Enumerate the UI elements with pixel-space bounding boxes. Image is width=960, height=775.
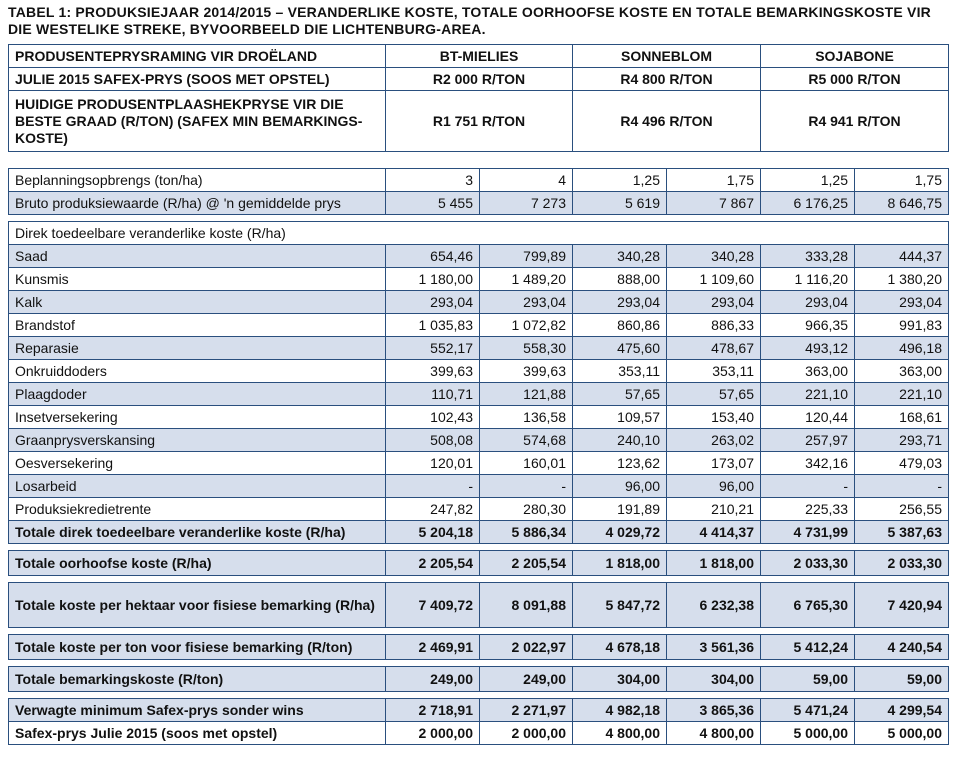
value-cell: 168,61 [855,406,949,429]
header-row-farmgate [9,91,949,152]
value-cell: 1 818,00 [667,551,761,576]
value-cell: 991,83 [855,314,949,337]
table-row [9,475,949,498]
row-label: Insetversekering [9,406,386,429]
value-cell: 5 000,00 [761,722,855,745]
header-table [8,44,949,152]
value-cell: 6 232,38 [667,583,761,628]
value-cell: 293,04 [573,291,667,314]
value-cell: - [386,475,480,498]
value-cell: 1 072,82 [480,314,573,337]
value-cell: - [855,475,949,498]
value-cell: 4 [480,169,573,192]
value-cell: 2 022,97 [480,635,573,660]
value-cell: 221,10 [855,383,949,406]
value-cell: 493,12 [761,337,855,360]
section-label: Direk toedeelbare veranderlike koste (R/ha) [9,222,949,245]
value-cell: 257,97 [761,429,855,452]
table-row [9,722,949,745]
value-cell: 109,57 [573,406,667,429]
value-cell: 293,04 [667,291,761,314]
value-cell: 7 273 [480,192,573,215]
value-cell: 7 409,72 [386,583,480,628]
row-label: Oesversekering [9,452,386,475]
row-label: Plaagdoder [9,383,386,406]
value-cell: 123,62 [573,452,667,475]
value-cell: 363,00 [761,360,855,383]
table-row [9,551,949,576]
value-cell: 399,63 [386,360,480,383]
value-cell: - [761,475,855,498]
value-cell: 496,18 [855,337,949,360]
value-cell: 136,58 [480,406,573,429]
table-row [9,383,949,406]
value-cell: 4 800,00 [667,722,761,745]
header-row-safex [9,68,949,91]
value-cell: 5 886,34 [480,521,573,544]
header-cell: R5 000 R/TON [761,68,949,91]
value-cell: 59,00 [855,667,949,692]
value-cell: 4 731,99 [761,521,855,544]
value-cell: 7 867 [667,192,761,215]
value-cell: 3 865,36 [667,699,761,722]
value-cell: 225,33 [761,498,855,521]
row-label: Totale oorhoofse koste (R/ha) [9,551,386,576]
value-cell: 1 035,83 [386,314,480,337]
value-cell: 304,00 [573,667,667,692]
table-row [9,337,949,360]
value-cell: 4 240,54 [855,635,949,660]
row-spacer [9,660,949,667]
value-cell: 475,60 [573,337,667,360]
value-cell: 191,89 [573,498,667,521]
row-label: Produksiekredietrente [9,498,386,521]
value-cell: 1 380,20 [855,268,949,291]
value-cell: 120,44 [761,406,855,429]
value-cell: 1,75 [667,169,761,192]
value-cell: 263,02 [667,429,761,452]
value-cell: 340,28 [667,245,761,268]
table-row [9,521,949,544]
value-cell: 57,65 [667,383,761,406]
value-cell: 1,75 [855,169,949,192]
value-cell: 478,67 [667,337,761,360]
row-label: Totale koste per hektaar voor fisiese bemarking (R/ha) [9,583,386,628]
row-spacer [9,628,949,635]
table-row [9,360,949,383]
value-cell: 399,63 [480,360,573,383]
table-row [9,452,949,475]
value-cell: 353,11 [667,360,761,383]
value-cell: 8 646,75 [855,192,949,215]
value-cell: 4 678,18 [573,635,667,660]
value-cell: 8 091,88 [480,583,573,628]
table-row [9,583,949,628]
value-cell: 353,11 [573,360,667,383]
row-label: Kunsmis [9,268,386,291]
value-cell: 57,65 [573,383,667,406]
value-cell: 5 000,00 [855,722,949,745]
table-row [9,667,949,692]
header-row-crops [9,45,949,68]
value-cell: 966,35 [761,314,855,337]
value-cell: 2 033,30 [855,551,949,576]
row-label: Totale direk toedeelbare veranderlike koste (R/ha) [9,521,386,544]
value-cell: 5 619 [573,192,667,215]
header-cell: R2 000 R/TON [386,68,573,91]
value-cell: 121,88 [480,383,573,406]
row-label: Brandstof [9,314,386,337]
value-cell: 552,17 [386,337,480,360]
spacer-cell [9,692,949,699]
value-cell: 508,08 [386,429,480,452]
value-cell: 4 982,18 [573,699,667,722]
value-cell: 6 765,30 [761,583,855,628]
value-cell: 96,00 [573,475,667,498]
header-cell: HUIDIGE PRODUSENTPLAASHEKPRYSE VIR DIE BESTE GRAAD (R/TON) (SAFEX MIN BEMARKINGS-KOSTE) [9,91,386,152]
row-label: Verwagte minimum Safex-prys sonder wins [9,699,386,722]
section-label-row [9,222,949,245]
row-label: Saad [9,245,386,268]
table-caption: TABEL 1: PRODUKSIEJAAR 2014/2015 – VERANDERLIKE KOSTE, TOTALE OORHOOFSE KOSTE EN TOTALE BEMARKINGSKOSTE VIR DIE WESTELIKE STREKE, BYVOORBEELD DIE LICHTENBURG-AREA. [8,4,931,37]
value-cell: 886,33 [667,314,761,337]
value-cell: 5 387,63 [855,521,949,544]
table-row [9,699,949,722]
value-cell: 1 116,20 [761,268,855,291]
value-cell: 210,21 [667,498,761,521]
value-cell: 3 561,36 [667,635,761,660]
value-cell: 249,00 [480,667,573,692]
value-cell: 799,89 [480,245,573,268]
row-label: Reparasie [9,337,386,360]
value-cell: 4 414,37 [667,521,761,544]
value-cell: 3 [386,169,480,192]
value-cell: 256,55 [855,498,949,521]
value-cell: 5 471,24 [761,699,855,722]
value-cell: 342,16 [761,452,855,475]
row-label: Safex-prys Julie 2015 (soos met opstel) [9,722,386,745]
value-cell: 363,00 [855,360,949,383]
value-cell: 304,00 [667,667,761,692]
value-cell: 1,25 [573,169,667,192]
spacer-cell [9,628,949,635]
value-cell: 247,82 [386,498,480,521]
header-cell: SOJABONE [761,45,949,68]
value-cell: 1 180,00 [386,268,480,291]
row-label: Totale bemarkingskoste (R/ton) [9,667,386,692]
value-cell: 2 000,00 [386,722,480,745]
table-row [9,268,949,291]
value-cell: 293,04 [761,291,855,314]
row-label: Kalk [9,291,386,314]
value-cell: 2 718,91 [386,699,480,722]
value-cell: 340,28 [573,245,667,268]
cost-table-body [9,169,949,745]
table-row [9,291,949,314]
spacer-cell [9,576,949,583]
value-cell: 102,43 [386,406,480,429]
value-cell: 1 109,60 [667,268,761,291]
cost-table [8,168,949,745]
value-cell: 153,40 [667,406,761,429]
row-label: Totale koste per ton voor fisiese bemarking (R/ton) [9,635,386,660]
header-cell: JULIE 2015 SAFEX-PRYS (SOOS MET OPSTEL) [9,68,386,91]
value-cell: 444,37 [855,245,949,268]
value-cell: 2 469,91 [386,635,480,660]
header-cell: BT-MIELIES [386,45,573,68]
value-cell: 120,01 [386,452,480,475]
value-cell: 6 176,25 [761,192,855,215]
value-cell: 240,10 [573,429,667,452]
value-cell: 2 271,97 [480,699,573,722]
spacer-cell [9,544,949,551]
header-cell: R4 800 R/TON [573,68,761,91]
row-label: Graanprysverskansing [9,429,386,452]
value-cell: 2 000,00 [480,722,573,745]
value-cell: 333,28 [761,245,855,268]
row-label: Bruto produksiewaarde (R/ha) @ 'n gemiddelde prys [9,192,386,215]
value-cell: 558,30 [480,337,573,360]
row-spacer [9,576,949,583]
value-cell: 5 204,18 [386,521,480,544]
header-cell: R4 496 R/TON [573,91,761,152]
table-row [9,314,949,337]
table-row [9,635,949,660]
value-cell: 280,30 [480,498,573,521]
row-spacer [9,692,949,699]
table-row [9,245,949,268]
value-cell: 4 029,72 [573,521,667,544]
value-cell: 293,04 [855,291,949,314]
value-cell: 1,25 [761,169,855,192]
value-cell: 574,68 [480,429,573,452]
row-label: Beplanningsopbrengs (ton/ha) [9,169,386,192]
header-cell: SONNEBLOM [573,45,761,68]
table-row [9,429,949,452]
row-spacer [9,544,949,551]
spacer-cell [9,660,949,667]
value-cell: 293,04 [386,291,480,314]
value-cell: 2 205,54 [386,551,480,576]
table-row [9,498,949,521]
table-row [9,169,949,192]
value-cell: 479,03 [855,452,949,475]
value-cell: 249,00 [386,667,480,692]
value-cell: 293,71 [855,429,949,452]
row-label: Onkruiddoders [9,360,386,383]
header-cell: R1 751 R/TON [386,91,573,152]
value-cell: 5 847,72 [573,583,667,628]
header-cell: PRODUSENTEPRYSRAMING VIR DROËLAND [9,45,386,68]
spacer-cell [9,215,949,222]
value-cell: 1 818,00 [573,551,667,576]
value-cell: 7 420,94 [855,583,949,628]
value-cell: 4 800,00 [573,722,667,745]
value-cell: 2 033,30 [761,551,855,576]
value-cell: 654,46 [386,245,480,268]
value-cell: 110,71 [386,383,480,406]
value-cell: 1 489,20 [480,268,573,291]
row-spacer [9,215,949,222]
row-label: Losarbeid [9,475,386,498]
value-cell: 888,00 [573,268,667,291]
value-cell: 160,01 [480,452,573,475]
table-row [9,192,949,215]
value-cell: 4 299,54 [855,699,949,722]
value-cell: 5 455 [386,192,480,215]
value-cell: 2 205,54 [480,551,573,576]
value-cell: - [480,475,573,498]
value-cell: 173,07 [667,452,761,475]
value-cell: 59,00 [761,667,855,692]
value-cell: 96,00 [667,475,761,498]
table-row [9,406,949,429]
value-cell: 221,10 [761,383,855,406]
header-cell: R4 941 R/TON [761,91,949,152]
value-cell: 5 412,24 [761,635,855,660]
value-cell: 293,04 [480,291,573,314]
value-cell: 860,86 [573,314,667,337]
